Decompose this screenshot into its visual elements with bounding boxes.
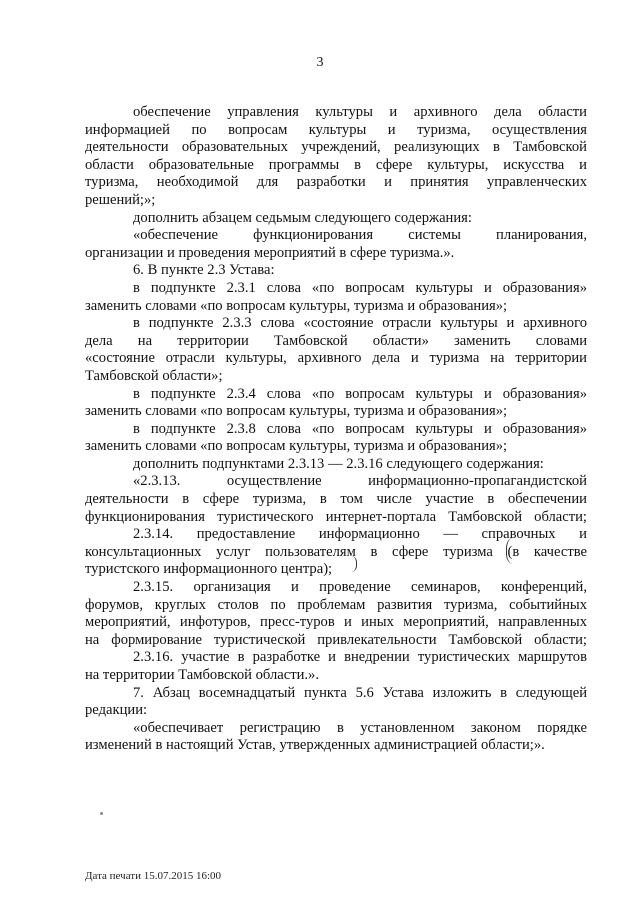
- text-line: редакции:: [85, 702, 148, 719]
- text-line: деятельности в сфере туризма, в том числе участие в обеспечении: [85, 491, 587, 508]
- text-line: Тамбовской области»;: [85, 367, 223, 384]
- text-line: дополнить абзацем седьмым следующего содержания:: [133, 209, 472, 226]
- text-line: заменить словами «по вопросам культуры, туризма и образования»;: [85, 297, 508, 314]
- scan-speck: [100, 812, 103, 815]
- text-line: области образовательные программы в сфере культуры, искусства и: [85, 156, 587, 173]
- text-line: на территории Тамбовской области.».: [85, 667, 319, 683]
- text-line: 2.3.15. организация и проведение семинаров, конференций,: [133, 579, 587, 596]
- text-line: заменить словами «по вопросам культуры, туризма и образования»;: [85, 438, 508, 455]
- print-date-footer: Дата печати 15.07.2015 16:00: [85, 870, 222, 882]
- text-line: форумов, круглых столов по проблемам развития туризма, событийных: [85, 596, 587, 613]
- text-line: решений;»;: [85, 191, 156, 208]
- handwritten-bracket-close: [342, 556, 357, 572]
- text-line: организации и проведения мероприятий в сфере туризма.».: [85, 244, 455, 261]
- handwritten-bracket-open: [506, 538, 523, 564]
- text-line: изменений в настоящий Устав, утвержденных администрацией области;».: [85, 737, 545, 754]
- text-line: на формирование туристической привлекательности Тамбовской области;: [85, 631, 587, 648]
- text-line: мероприятий, инфотуров, пресс-туров и иных мероприятий, направленных: [85, 614, 587, 631]
- text-line: консультационных услуг пользователям в сфере туризма (в качестве: [85, 543, 587, 560]
- page-number: 3: [316, 55, 324, 70]
- text-line: заменить словами «по вопросам культуры, туризма и образования»;: [85, 403, 508, 420]
- text-line: в подпункте 2.3.4 слова «по вопросам культуры и образования»: [133, 385, 587, 402]
- text-line: 2.3.14. предоставление информационно — справочных и: [133, 526, 587, 543]
- text-line: дела на территории Тамбовской области» заменить словами: [85, 332, 587, 349]
- text-line: обеспечение управления культуры и архивного дела области: [133, 104, 587, 120]
- text-line: в подпункте 2.3.8 слова «по вопросам культуры и образования»: [133, 420, 587, 437]
- text-line: 6. В пункте 2.3 Устава:: [133, 262, 275, 279]
- text-line: деятельности образовательных учреждений, реализующих в Тамбовской: [85, 139, 587, 156]
- text-line: 7. Абзац восемнадцатый пункта 5.6 Устава изложить в следующей: [133, 684, 587, 701]
- text-line: 2.3.16. участие в разработке и внедрении туристических маршрутов: [133, 649, 587, 666]
- text-line: «состояние отрасли культуры, архивного дела и туризма на территории: [85, 350, 587, 367]
- text-line: туризма, необходимой для разработки и принятия управленческих: [85, 174, 587, 191]
- text-line: «2.3.13. осуществление информационно-пропагандистской: [133, 473, 587, 490]
- text-line: в подпункте 2.3.3 слова «состояние отрасли культуры и архивного: [133, 315, 587, 332]
- document-body: [85, 104, 587, 755]
- text-line: в подпункте 2.3.1 слова «по вопросам культуры и образования»: [133, 279, 587, 296]
- text-line: туристского информационного центра);: [85, 561, 333, 578]
- text-line: информацией по вопросам культуры и туризма, осуществления: [85, 121, 587, 138]
- text-line: «обеспечивает регистрацию в установленном законом порядке: [133, 719, 587, 736]
- text-line: функционирования туристического интернет-портала Тамбовской области;: [85, 508, 587, 525]
- text-line: дополнить подпунктами 2.3.13 — 2.3.16 следующего содержания:: [133, 455, 544, 472]
- text-line: «обеспечение функционирования системы планирования,: [133, 227, 587, 244]
